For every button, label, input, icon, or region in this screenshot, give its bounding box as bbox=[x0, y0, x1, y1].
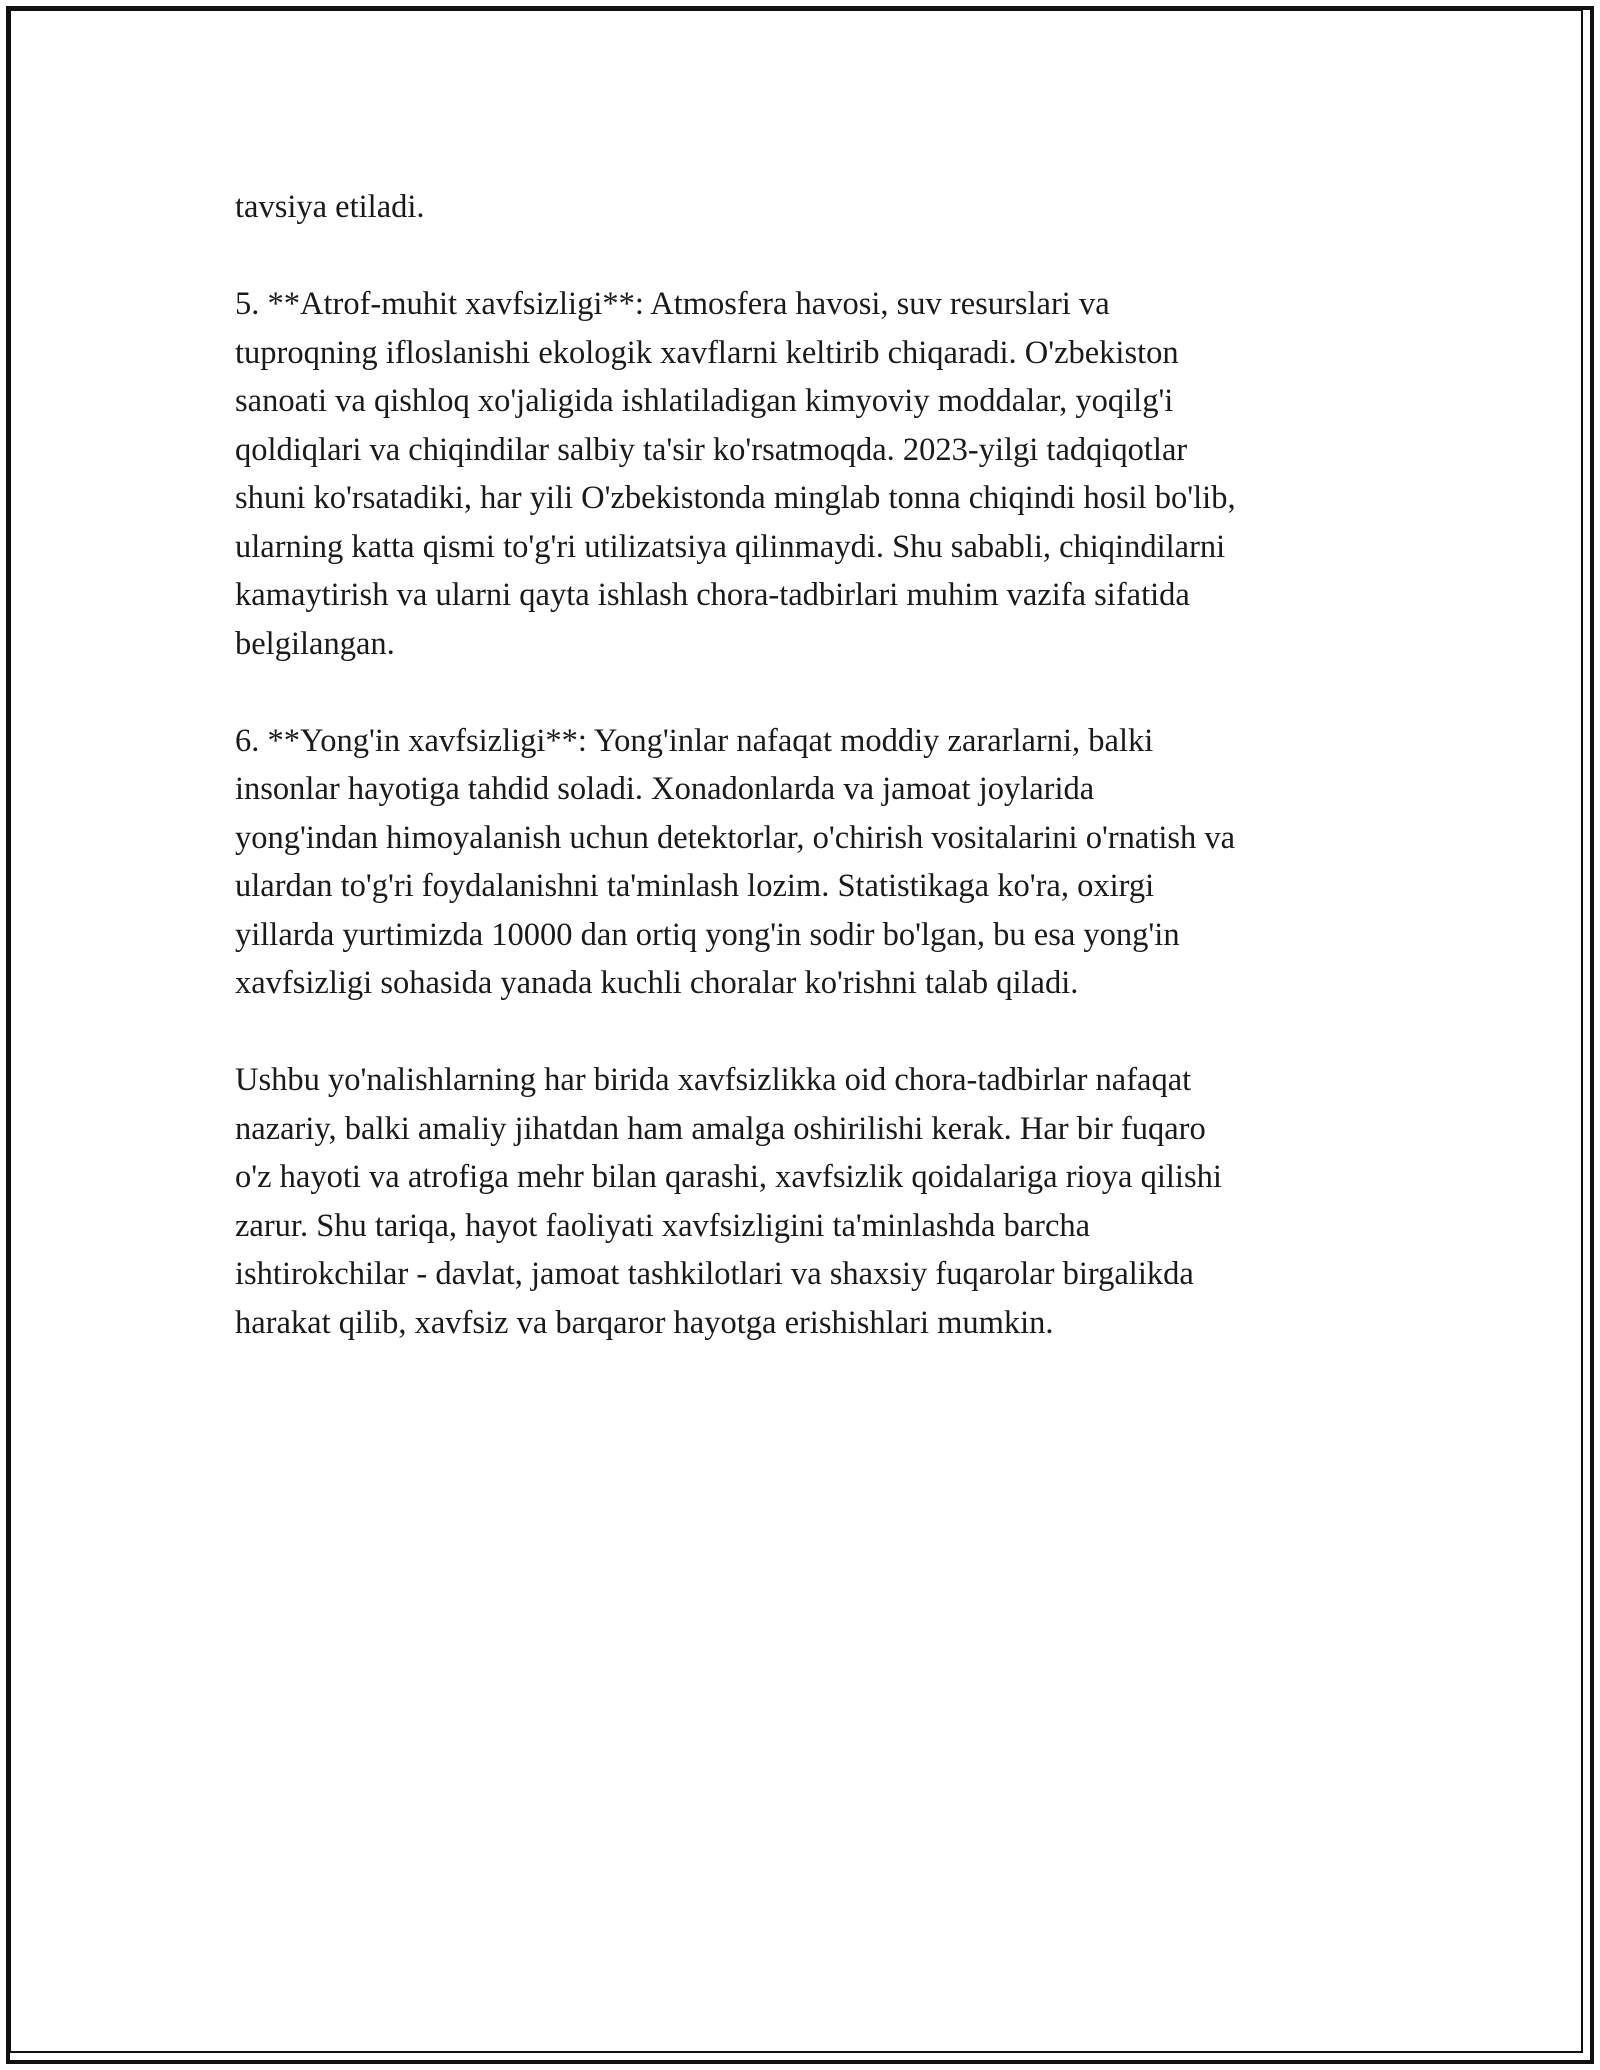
text-line: insonlar hayotiga tahdid soladi. Xonadonlarda va jamoat joylarida bbox=[235, 771, 1095, 807]
text-line: belgilangan. bbox=[235, 625, 395, 662]
text-line: tavsiya etiladi. bbox=[235, 189, 425, 225]
paragraph-conclusion bbox=[235, 1056, 1395, 1347]
text-line: o'z hayoti va atrofiga mehr bilan qarashi, xavfsizlik qoidalariga rioya qilishi bbox=[235, 1159, 1222, 1195]
text-line: yong'indan himoyalanish uchun detektorlar, o'chirish vositalarini o'rnatish va bbox=[235, 819, 1236, 856]
paragraph-fire-safety bbox=[235, 717, 1395, 1008]
paragraph-continuation bbox=[235, 183, 1395, 232]
text-line: harakat qilib, xavfsiz va barqaror hayotga erishishlari mumkin. bbox=[235, 1304, 1054, 1341]
paragraph-environmental-safety bbox=[235, 280, 1395, 668]
text-line: sanoati va qishloq xo'jaligida ishlatiladigan kimyoviy moddalar, yoqilg'i bbox=[235, 383, 1174, 419]
text-line: ulardan to'g'ri foydalanishni ta'minlash lozim. Statistikaga ko'ra, oxirgi bbox=[235, 868, 1155, 904]
text-line: tuproqning ifloslanishi ekologik xavflarni keltirib chiqaradi. O'zbekiston bbox=[235, 334, 1179, 371]
text-line: yillarda yurtimizda 10000 dan ortiq yong'in sodir bo'lgan, bu esa yong'in bbox=[235, 916, 1180, 953]
text-line: xavfsizligi sohasida yanada kuchli choralar ko'rishni talab qiladi. bbox=[235, 965, 1079, 1001]
text-line: ishtirokchilar - davlat, jamoat tashkilotlari va shaxsiy fuqarolar birgalikda bbox=[235, 1256, 1194, 1292]
document-body bbox=[235, 183, 1395, 1396]
text-line: nazariy, balki amaliy jihatdan ham amalga oshirilishi kerak. Har bir fuqaro bbox=[235, 1110, 1206, 1147]
text-line: kamaytirish va ularni qayta ishlash chora-tadbirlari muhim vazifa sifatida bbox=[235, 577, 1190, 613]
text-line: 6. **Yong'in xavfsizligi**: Yong'inlar nafaqat moddiy zararlarni, balki bbox=[235, 722, 1154, 759]
text-line: 5. **Atrof-muhit xavfsizligi**: Atmosfera havosi, suv resurslari va bbox=[235, 286, 1110, 322]
text-line: qoldiqlari va chiqindilar salbiy ta'sir ko'rsatmoqda. 2023-yilgi tadqiqotlar bbox=[235, 431, 1188, 468]
text-line: shuni ko'rsatadiki, har yili O'zbekistonda minglab tonna chiqindi hosil bo'lib, bbox=[235, 480, 1236, 516]
text-line: zarur. Shu tariqa, hayot faoliyati xavfsizligini ta'minlashda barcha bbox=[235, 1207, 1091, 1244]
text-line: ularning katta qismi to'g'ri utilizatsiya qilinmaydi. Shu sababli, chiqindilarni bbox=[235, 528, 1226, 565]
text-line: Ushbu yo'nalishlarning har birida xavfsizlikka oid chora-tadbirlar nafaqat bbox=[235, 1062, 1192, 1098]
